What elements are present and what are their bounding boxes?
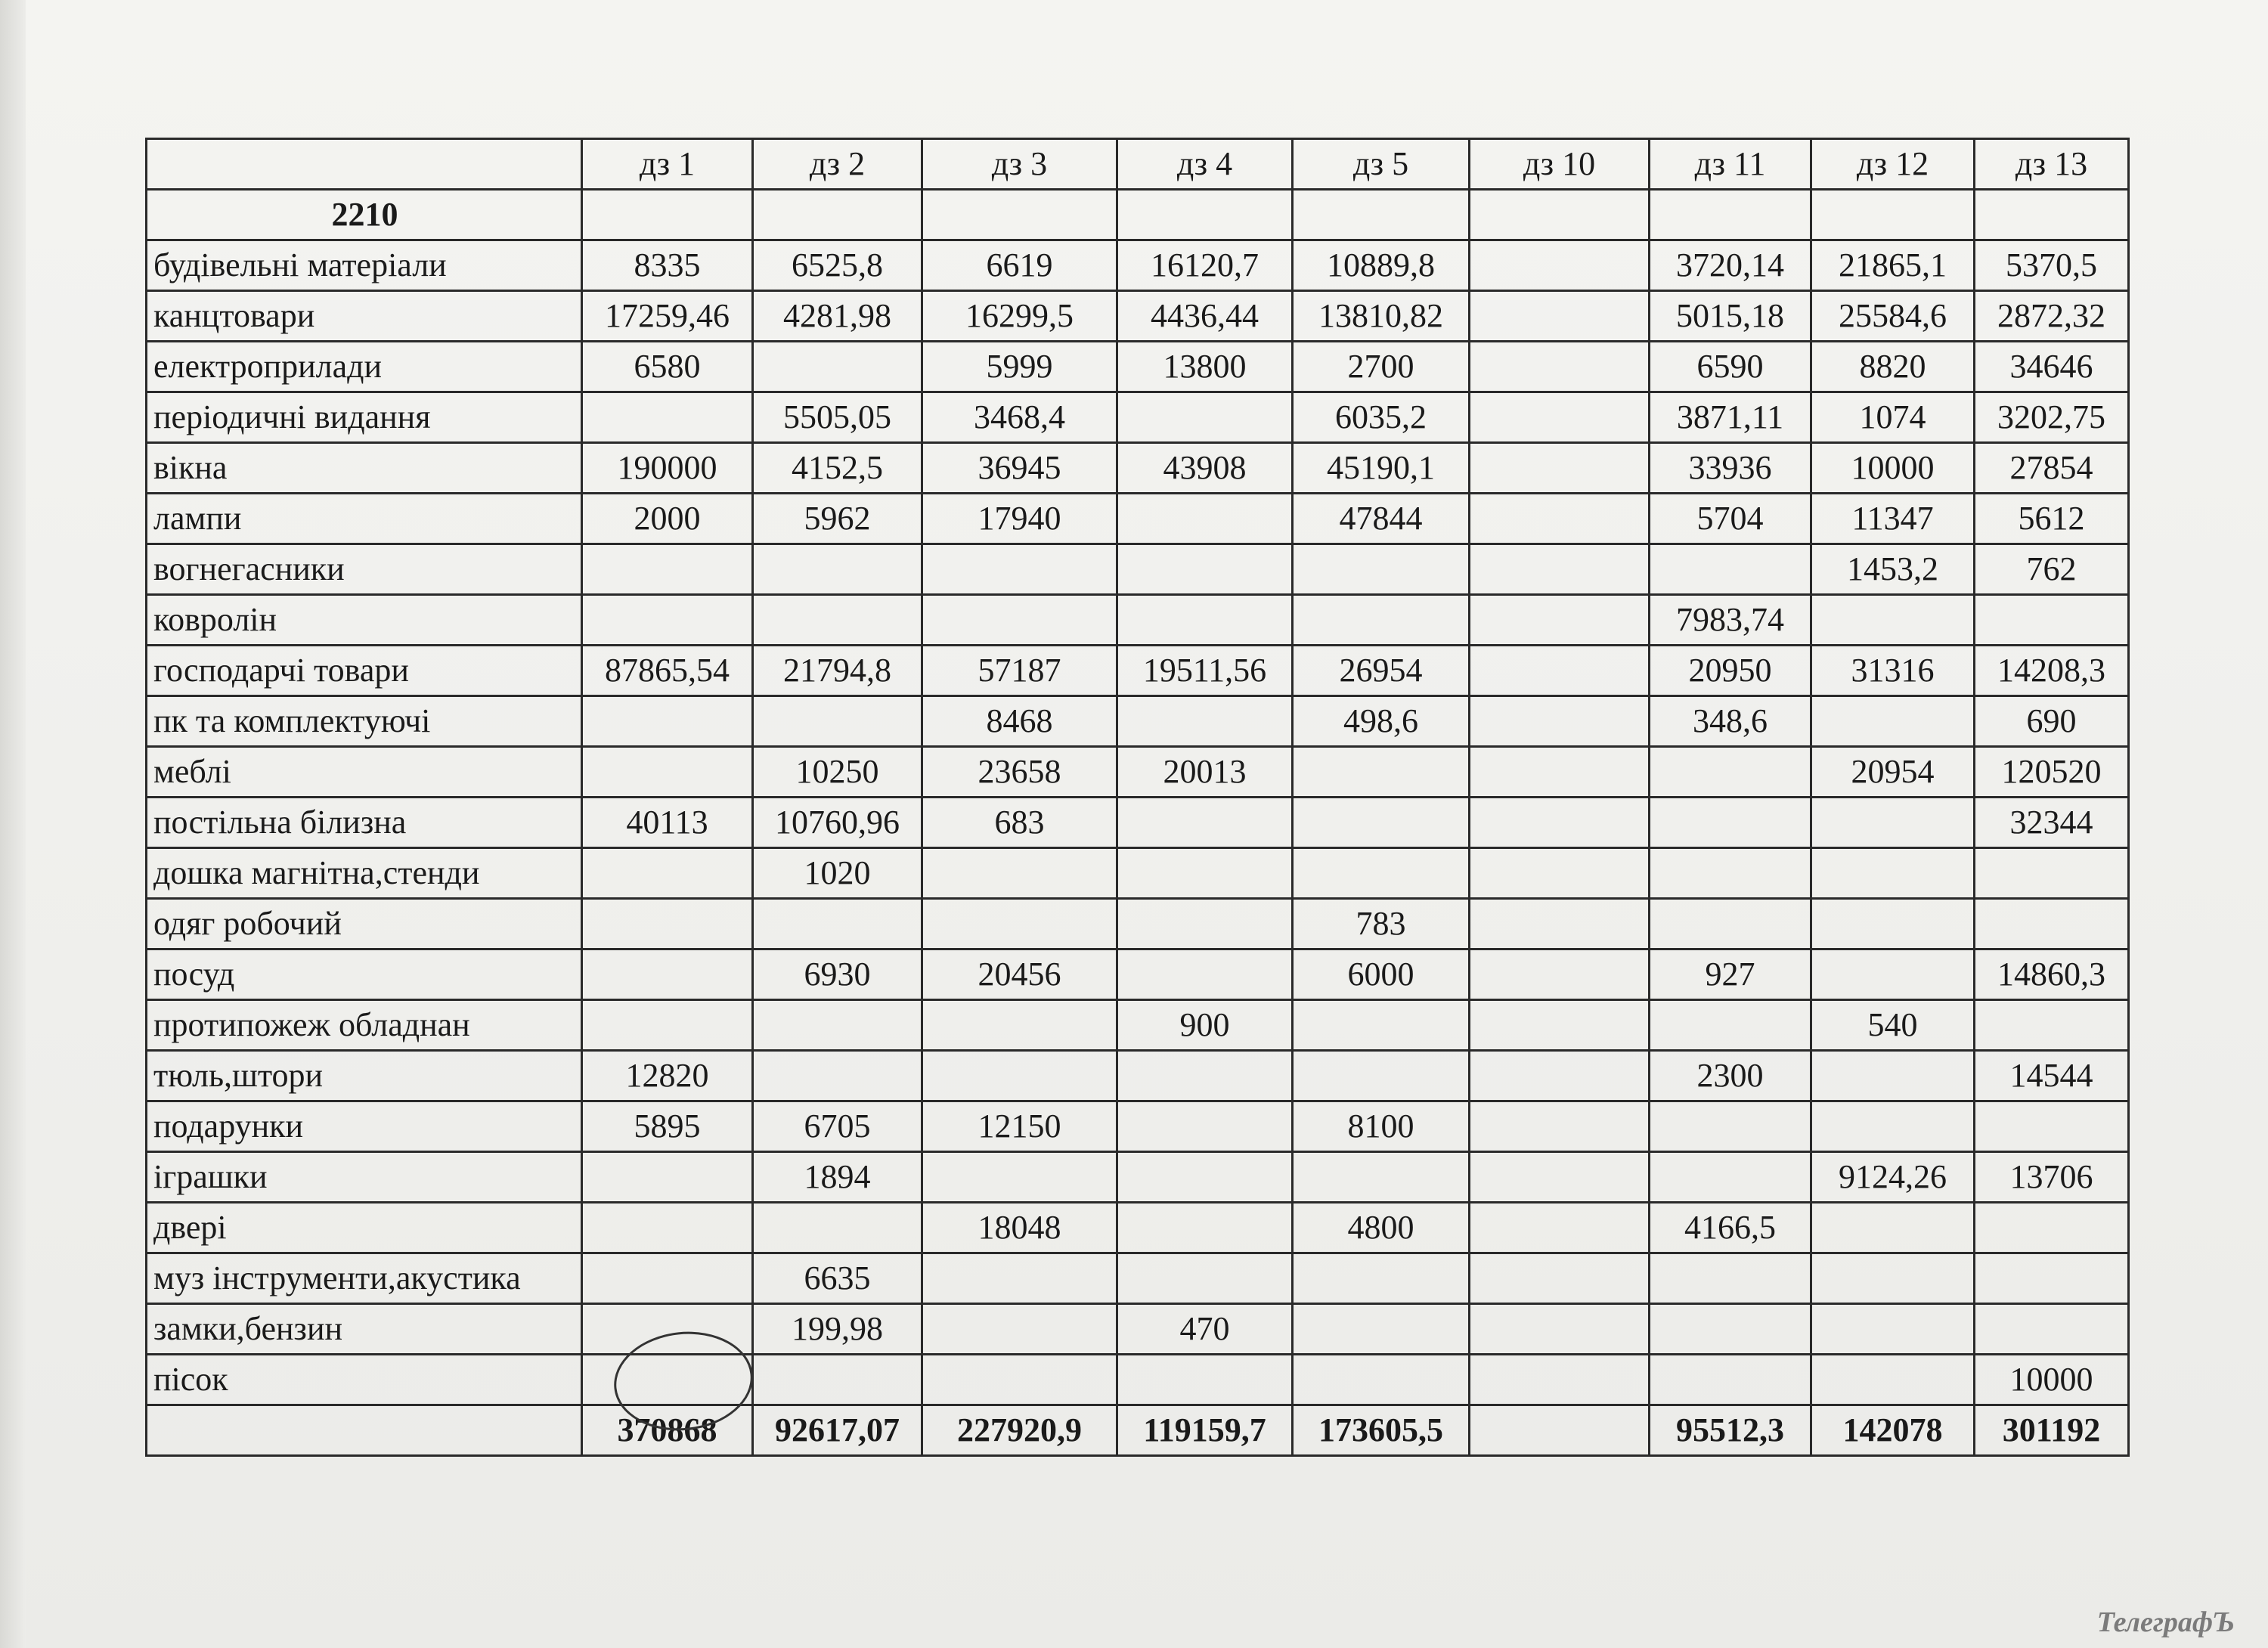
value-cell bbox=[1470, 949, 1650, 1000]
value-cell: 8820 bbox=[1811, 342, 1975, 392]
value-cell: 927 bbox=[1650, 949, 1811, 1000]
value-cell bbox=[1811, 1253, 1975, 1304]
value-cell: 16299,5 bbox=[922, 291, 1117, 342]
value-cell bbox=[1811, 1101, 1975, 1152]
value-cell bbox=[1117, 1051, 1293, 1101]
header-row bbox=[147, 139, 2129, 190]
value-cell bbox=[1470, 494, 1650, 544]
value-cell: 5962 bbox=[753, 494, 922, 544]
value-cell: 17940 bbox=[922, 494, 1117, 544]
value-cell bbox=[1650, 544, 1811, 595]
value-cell: 6525,8 bbox=[753, 240, 922, 291]
value-cell: 900 bbox=[1117, 1000, 1293, 1051]
value-cell: 8100 bbox=[1293, 1101, 1470, 1152]
value-cell: 12820 bbox=[582, 1051, 753, 1101]
row-label-cell: замки,бензин bbox=[147, 1304, 582, 1355]
value-cell: 23658 bbox=[922, 747, 1117, 798]
value-cell: 3871,11 bbox=[1650, 392, 1811, 443]
value-cell bbox=[1470, 1101, 1650, 1152]
table-row bbox=[147, 240, 2129, 291]
value-cell: дз 11 bbox=[1650, 139, 1811, 190]
table-row bbox=[147, 646, 2129, 696]
value-cell: 32344 bbox=[1975, 798, 2129, 848]
value-cell: 683 bbox=[922, 798, 1117, 848]
value-cell bbox=[1117, 848, 1293, 899]
value-cell bbox=[1650, 1355, 1811, 1405]
value-cell bbox=[1811, 848, 1975, 899]
value-cell bbox=[922, 899, 1117, 949]
value-cell bbox=[1470, 1355, 1650, 1405]
value-cell: 6590 bbox=[1650, 342, 1811, 392]
empty-cell bbox=[582, 190, 753, 240]
value-cell bbox=[1293, 747, 1470, 798]
value-cell: 4166,5 bbox=[1650, 1203, 1811, 1253]
table-row bbox=[147, 494, 2129, 544]
value-cell bbox=[1650, 899, 1811, 949]
value-cell: 498,6 bbox=[1293, 696, 1470, 747]
value-cell bbox=[1117, 494, 1293, 544]
value-cell: 13800 bbox=[1117, 342, 1293, 392]
row-label-cell: посуд bbox=[147, 949, 582, 1000]
empty-cell bbox=[753, 190, 922, 240]
empty-cell bbox=[922, 190, 1117, 240]
table-body bbox=[147, 139, 2129, 1456]
row-label-cell: муз інструменти,акустика bbox=[147, 1253, 582, 1304]
value-cell: дз 1 bbox=[582, 139, 753, 190]
value-cell bbox=[1470, 443, 1650, 494]
value-cell bbox=[582, 544, 753, 595]
value-cell: 34646 bbox=[1975, 342, 2129, 392]
value-cell: дз 4 bbox=[1117, 139, 1293, 190]
value-cell bbox=[1470, 291, 1650, 342]
value-cell bbox=[1811, 1203, 1975, 1253]
value-cell bbox=[1293, 1355, 1470, 1405]
value-cell: 6580 bbox=[582, 342, 753, 392]
table-row bbox=[147, 949, 2129, 1000]
value-cell bbox=[1117, 1355, 1293, 1405]
value-cell: 10250 bbox=[753, 747, 922, 798]
value-cell: 17259,46 bbox=[582, 291, 753, 342]
section-code-cell: 2210 bbox=[147, 190, 582, 240]
value-cell: 25584,6 bbox=[1811, 291, 1975, 342]
value-cell: 20456 bbox=[922, 949, 1117, 1000]
value-cell: 6635 bbox=[753, 1253, 922, 1304]
table-row bbox=[147, 798, 2129, 848]
row-label-cell bbox=[147, 1405, 582, 1456]
row-label-cell: канцтовари bbox=[147, 291, 582, 342]
value-cell bbox=[1293, 1304, 1470, 1355]
value-cell bbox=[1650, 848, 1811, 899]
value-cell: 2000 bbox=[582, 494, 753, 544]
row-label-cell: господарчі товари bbox=[147, 646, 582, 696]
value-cell: 3720,14 bbox=[1650, 240, 1811, 291]
value-cell: 6930 bbox=[753, 949, 922, 1000]
value-cell: дз 10 bbox=[1470, 139, 1650, 190]
table-row bbox=[147, 899, 2129, 949]
value-cell bbox=[582, 848, 753, 899]
value-cell: 5999 bbox=[922, 342, 1117, 392]
value-cell bbox=[1470, 798, 1650, 848]
value-cell: 1020 bbox=[753, 848, 922, 899]
row-label-cell: подарунки bbox=[147, 1101, 582, 1152]
row-label-cell: ковролін bbox=[147, 595, 582, 646]
value-cell bbox=[1975, 848, 2129, 899]
row-label-cell: лампи bbox=[147, 494, 582, 544]
value-cell bbox=[1811, 798, 1975, 848]
value-cell: 199,98 bbox=[753, 1304, 922, 1355]
value-cell: 6705 bbox=[753, 1101, 922, 1152]
value-cell bbox=[582, 1203, 753, 1253]
value-cell bbox=[1470, 1000, 1650, 1051]
value-cell bbox=[1650, 747, 1811, 798]
value-cell: 18048 bbox=[922, 1203, 1117, 1253]
row-label-cell: протипожеж обладнан bbox=[147, 1000, 582, 1051]
value-cell bbox=[582, 1152, 753, 1203]
value-cell bbox=[1975, 1000, 2129, 1051]
value-cell bbox=[922, 1304, 1117, 1355]
table-row bbox=[147, 1203, 2129, 1253]
value-cell: 540 bbox=[1811, 1000, 1975, 1051]
value-cell: 2300 bbox=[1650, 1051, 1811, 1101]
section-row bbox=[147, 190, 2129, 240]
value-cell bbox=[1975, 1253, 2129, 1304]
table-row bbox=[147, 392, 2129, 443]
value-cell: 1074 bbox=[1811, 392, 1975, 443]
row-label-cell: дошка магнітна,стенди bbox=[147, 848, 582, 899]
value-cell bbox=[1811, 899, 1975, 949]
value-cell: 783 bbox=[1293, 899, 1470, 949]
value-cell bbox=[1650, 1101, 1811, 1152]
value-cell: 119159,7 bbox=[1117, 1405, 1293, 1456]
value-cell bbox=[1293, 848, 1470, 899]
value-cell: 33936 bbox=[1650, 443, 1811, 494]
value-cell bbox=[1470, 240, 1650, 291]
value-cell bbox=[1470, 1253, 1650, 1304]
value-cell bbox=[1811, 1304, 1975, 1355]
value-cell: 120520 bbox=[1975, 747, 2129, 798]
value-cell bbox=[582, 747, 753, 798]
value-cell: 21865,1 bbox=[1811, 240, 1975, 291]
value-cell bbox=[1811, 696, 1975, 747]
value-cell: 13810,82 bbox=[1293, 291, 1470, 342]
value-cell bbox=[582, 1304, 753, 1355]
value-cell bbox=[753, 544, 922, 595]
value-cell bbox=[1470, 1152, 1650, 1203]
value-cell: 36945 bbox=[922, 443, 1117, 494]
value-cell bbox=[1811, 595, 1975, 646]
value-cell: 227920,9 bbox=[922, 1405, 1117, 1456]
value-cell: 8468 bbox=[922, 696, 1117, 747]
value-cell bbox=[753, 1203, 922, 1253]
value-cell bbox=[1293, 595, 1470, 646]
table-row bbox=[147, 1051, 2129, 1101]
value-cell bbox=[1293, 1152, 1470, 1203]
row-label-cell: тюль,штори bbox=[147, 1051, 582, 1101]
value-cell: 10000 bbox=[1811, 443, 1975, 494]
value-cell: 20954 bbox=[1811, 747, 1975, 798]
value-cell bbox=[1293, 1000, 1470, 1051]
value-cell: 5704 bbox=[1650, 494, 1811, 544]
row-label-cell: пісок bbox=[147, 1355, 582, 1405]
value-cell: 10889,8 bbox=[1293, 240, 1470, 291]
value-cell: дз 13 bbox=[1975, 139, 2129, 190]
table-row bbox=[147, 291, 2129, 342]
value-cell: 6035,2 bbox=[1293, 392, 1470, 443]
value-cell: 27854 bbox=[1975, 443, 2129, 494]
value-cell: 12150 bbox=[922, 1101, 1117, 1152]
table-row bbox=[147, 443, 2129, 494]
value-cell: 21794,8 bbox=[753, 646, 922, 696]
value-cell: 690 bbox=[1975, 696, 2129, 747]
value-cell bbox=[1117, 899, 1293, 949]
value-cell bbox=[1117, 696, 1293, 747]
value-cell bbox=[922, 1355, 1117, 1405]
value-cell bbox=[1470, 747, 1650, 798]
value-cell bbox=[1117, 1253, 1293, 1304]
value-cell: 470 bbox=[1117, 1304, 1293, 1355]
value-cell bbox=[1650, 1304, 1811, 1355]
value-cell: 4152,5 bbox=[753, 443, 922, 494]
value-cell bbox=[1650, 1000, 1811, 1051]
value-cell bbox=[922, 1000, 1117, 1051]
value-cell: 3202,75 bbox=[1975, 392, 2129, 443]
value-cell bbox=[1811, 1355, 1975, 1405]
value-cell bbox=[753, 342, 922, 392]
value-cell bbox=[1470, 696, 1650, 747]
value-cell: 45190,1 bbox=[1293, 443, 1470, 494]
value-cell: 57187 bbox=[922, 646, 1117, 696]
row-label-cell bbox=[147, 139, 582, 190]
value-cell: 5015,18 bbox=[1650, 291, 1811, 342]
value-cell: 14208,3 bbox=[1975, 646, 2129, 696]
value-cell bbox=[922, 544, 1117, 595]
value-cell: 762 bbox=[1975, 544, 2129, 595]
value-cell bbox=[922, 848, 1117, 899]
value-cell bbox=[1117, 544, 1293, 595]
value-cell: 10760,96 bbox=[753, 798, 922, 848]
value-cell bbox=[1470, 392, 1650, 443]
table-row bbox=[147, 595, 2129, 646]
table-row bbox=[147, 1304, 2129, 1355]
row-label-cell: іграшки bbox=[147, 1152, 582, 1203]
value-cell: 4281,98 bbox=[753, 291, 922, 342]
value-cell bbox=[582, 949, 753, 1000]
value-cell: 47844 bbox=[1293, 494, 1470, 544]
row-label-cell: пк та комплектуючі bbox=[147, 696, 582, 747]
value-cell bbox=[1293, 1253, 1470, 1304]
value-cell bbox=[1470, 1203, 1650, 1253]
table-row bbox=[147, 1253, 2129, 1304]
table-row bbox=[147, 848, 2129, 899]
value-cell: 9124,26 bbox=[1811, 1152, 1975, 1203]
table-row bbox=[147, 342, 2129, 392]
value-cell: 43908 bbox=[1117, 443, 1293, 494]
value-cell: 92617,07 bbox=[753, 1405, 922, 1456]
value-cell: 1453,2 bbox=[1811, 544, 1975, 595]
value-cell: 31316 bbox=[1811, 646, 1975, 696]
value-cell: 5612 bbox=[1975, 494, 2129, 544]
value-cell bbox=[1650, 798, 1811, 848]
value-cell: 173605,5 bbox=[1293, 1405, 1470, 1456]
budget-table bbox=[145, 138, 2130, 1457]
empty-cell bbox=[1650, 190, 1811, 240]
value-cell: 14544 bbox=[1975, 1051, 2129, 1101]
value-cell: дз 2 bbox=[753, 139, 922, 190]
value-cell bbox=[922, 595, 1117, 646]
value-cell bbox=[753, 899, 922, 949]
value-cell bbox=[582, 1253, 753, 1304]
value-cell bbox=[1470, 1304, 1650, 1355]
value-cell bbox=[1975, 1304, 2129, 1355]
empty-cell bbox=[1470, 190, 1650, 240]
value-cell: 8335 bbox=[582, 240, 753, 291]
value-cell bbox=[1470, 544, 1650, 595]
value-cell: 26954 bbox=[1293, 646, 1470, 696]
value-cell bbox=[922, 1051, 1117, 1101]
row-label-cell: будівельні матеріали bbox=[147, 240, 582, 291]
value-cell bbox=[1470, 899, 1650, 949]
empty-cell bbox=[1117, 190, 1293, 240]
row-label-cell: періодичні видання bbox=[147, 392, 582, 443]
value-cell bbox=[753, 1051, 922, 1101]
value-cell bbox=[1470, 1405, 1650, 1456]
value-cell bbox=[582, 899, 753, 949]
value-cell: 2872,32 bbox=[1975, 291, 2129, 342]
value-cell bbox=[1975, 899, 2129, 949]
paper-edge-shadow bbox=[0, 0, 26, 1648]
value-cell bbox=[922, 1253, 1117, 1304]
value-cell bbox=[1293, 798, 1470, 848]
value-cell bbox=[753, 1000, 922, 1051]
value-cell: 4436,44 bbox=[1117, 291, 1293, 342]
value-cell bbox=[1811, 949, 1975, 1000]
row-label-cell: меблі bbox=[147, 747, 582, 798]
value-cell bbox=[1117, 1203, 1293, 1253]
value-cell: 2700 bbox=[1293, 342, 1470, 392]
value-cell bbox=[1470, 342, 1650, 392]
table-row bbox=[147, 1355, 2129, 1405]
value-cell: 11347 bbox=[1811, 494, 1975, 544]
value-cell: 348,6 bbox=[1650, 696, 1811, 747]
value-cell bbox=[1117, 949, 1293, 1000]
value-cell: 40113 bbox=[582, 798, 753, 848]
empty-cell bbox=[1293, 190, 1470, 240]
value-cell: 13706 bbox=[1975, 1152, 2129, 1203]
value-cell bbox=[753, 595, 922, 646]
row-label-cell: вогнегасники bbox=[147, 544, 582, 595]
table-row bbox=[147, 747, 2129, 798]
value-cell bbox=[1117, 1152, 1293, 1203]
value-cell: 5505,05 bbox=[753, 392, 922, 443]
row-label-cell: двері bbox=[147, 1203, 582, 1253]
value-cell: 87865,54 bbox=[582, 646, 753, 696]
value-cell bbox=[1117, 392, 1293, 443]
value-cell bbox=[582, 696, 753, 747]
value-cell: 7983,74 bbox=[1650, 595, 1811, 646]
value-cell bbox=[753, 1355, 922, 1405]
value-cell bbox=[582, 595, 753, 646]
table-row bbox=[147, 1152, 2129, 1203]
value-cell: 10000 bbox=[1975, 1355, 2129, 1405]
value-cell bbox=[1293, 1051, 1470, 1101]
value-cell: 3468,4 bbox=[922, 392, 1117, 443]
value-cell: дз 12 bbox=[1811, 139, 1975, 190]
value-cell bbox=[1117, 595, 1293, 646]
empty-cell bbox=[1811, 190, 1975, 240]
value-cell: 95512,3 bbox=[1650, 1405, 1811, 1456]
totals-row bbox=[147, 1405, 2129, 1456]
table-row bbox=[147, 696, 2129, 747]
value-cell: дз 3 bbox=[922, 139, 1117, 190]
value-cell bbox=[1975, 595, 2129, 646]
value-cell bbox=[582, 392, 753, 443]
value-cell: 142078 bbox=[1811, 1405, 1975, 1456]
value-cell bbox=[1470, 595, 1650, 646]
value-cell: 19511,56 bbox=[1117, 646, 1293, 696]
value-cell: 20950 bbox=[1650, 646, 1811, 696]
value-cell bbox=[1470, 848, 1650, 899]
value-cell: 5895 bbox=[582, 1101, 753, 1152]
row-label-cell: електроприлади bbox=[147, 342, 582, 392]
value-cell: 1894 bbox=[753, 1152, 922, 1203]
row-label-cell: постільна білизна bbox=[147, 798, 582, 848]
value-cell: 6619 bbox=[922, 240, 1117, 291]
value-cell bbox=[1650, 1152, 1811, 1203]
value-cell bbox=[1975, 1203, 2129, 1253]
value-cell: дз 5 bbox=[1293, 139, 1470, 190]
value-cell bbox=[753, 696, 922, 747]
value-cell bbox=[582, 1355, 753, 1405]
table-row bbox=[147, 1000, 2129, 1051]
row-label-cell: вікна bbox=[147, 443, 582, 494]
value-cell: 20013 bbox=[1117, 747, 1293, 798]
value-cell bbox=[582, 1000, 753, 1051]
value-cell: 14860,3 bbox=[1975, 949, 2129, 1000]
value-cell: 370868 bbox=[582, 1405, 753, 1456]
value-cell: 301192 bbox=[1975, 1405, 2129, 1456]
value-cell bbox=[1975, 1101, 2129, 1152]
value-cell bbox=[1117, 1101, 1293, 1152]
value-cell: 16120,7 bbox=[1117, 240, 1293, 291]
value-cell bbox=[1293, 544, 1470, 595]
value-cell: 5370,5 bbox=[1975, 240, 2129, 291]
value-cell: 190000 bbox=[582, 443, 753, 494]
value-cell: 6000 bbox=[1293, 949, 1470, 1000]
value-cell bbox=[1470, 1051, 1650, 1101]
table-row bbox=[147, 1101, 2129, 1152]
watermark-logo: ТелеграфЪ bbox=[2096, 1606, 2235, 1638]
value-cell bbox=[922, 1152, 1117, 1203]
value-cell bbox=[1117, 798, 1293, 848]
value-cell bbox=[1811, 1051, 1975, 1101]
table-row bbox=[147, 544, 2129, 595]
empty-cell bbox=[1975, 190, 2129, 240]
row-label-cell: одяг робочий bbox=[147, 899, 582, 949]
value-cell bbox=[1470, 646, 1650, 696]
value-cell bbox=[1650, 1253, 1811, 1304]
value-cell: 4800 bbox=[1293, 1203, 1470, 1253]
